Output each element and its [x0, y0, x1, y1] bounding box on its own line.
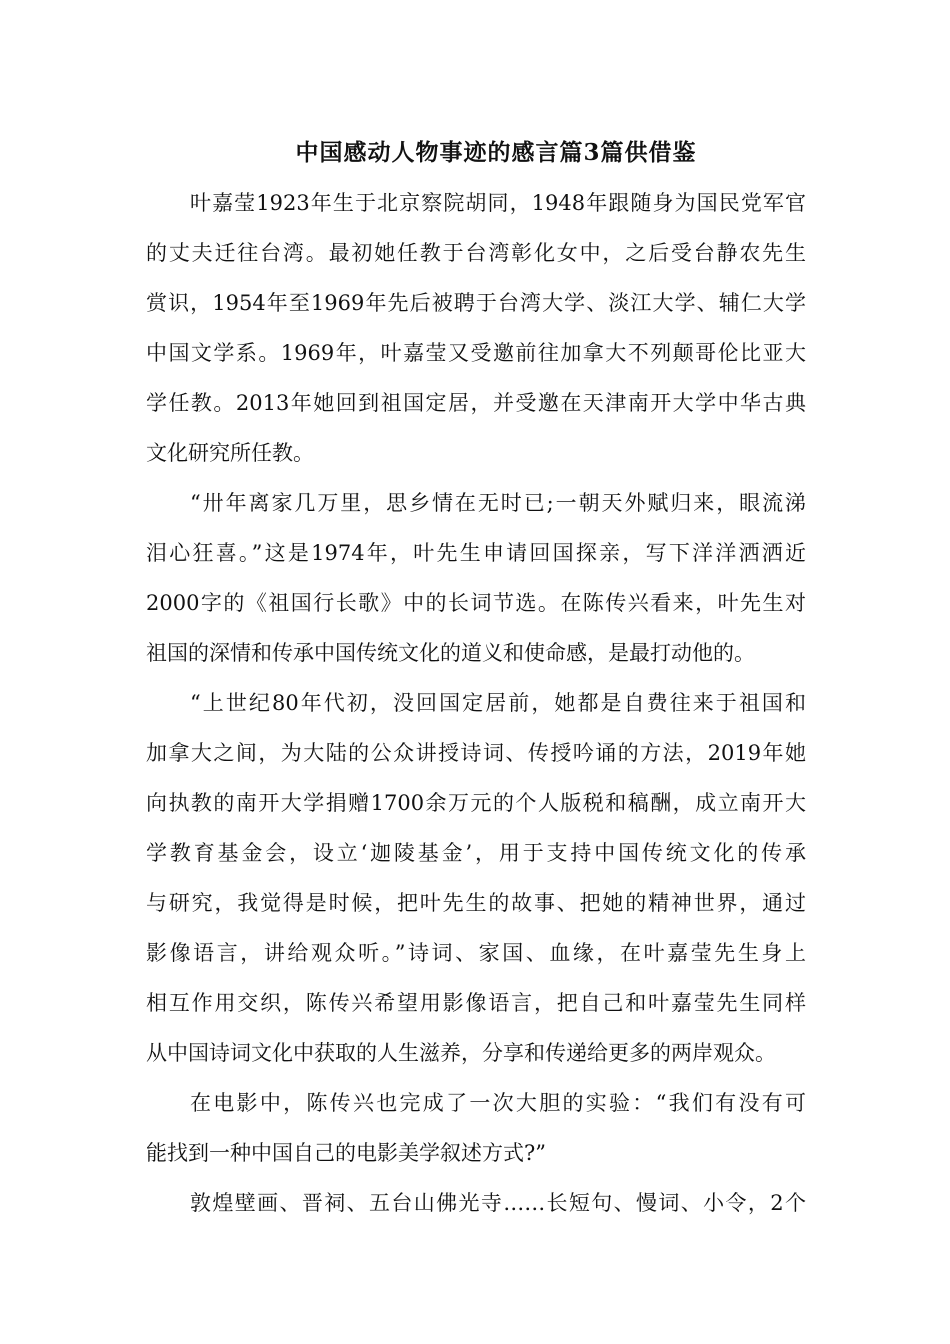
text-line: 向执教的南开大学捐赠1700余万元的个人版税和稿酬，成立南开大	[146, 791, 806, 815]
text-line: 中国文学系。1969年，叶嘉莹又受邀前往加拿大不列颠哥伦比亚大	[146, 341, 806, 365]
text-line: 在电影中，陈传兴也完成了一次大胆的实验：“我们有没有可	[190, 1091, 806, 1115]
text-line: “上世纪80年代初，没回国定居前，她都是自费往来于祖国和	[190, 691, 806, 715]
document-page	[146, 128, 806, 1228]
text-line: 与研究，我觉得是时候，把叶先生的故事、把她的精神世界，通过	[146, 891, 806, 915]
text-line: 学教育基金会，设立‘迦陵基金’，用于支持中国传统文化的传承	[146, 841, 806, 865]
paragraph-3	[146, 678, 806, 1078]
text-line: 叶嘉莹1923年生于北京察院胡同，1948年跟随身为国民党军官	[190, 191, 806, 215]
text-line: 文化研究所任教。	[146, 441, 314, 465]
text-line: “卅年离家几万里，思乡情在无时已;一朝天外赋归来，眼流涕	[190, 491, 806, 515]
text-line: 敦煌壁画、晋祠、五台山佛光寺……长短句、慢词、小令，2个	[190, 1191, 806, 1215]
text-line: 2000字的《祖国行长歌》中的长词节选。在陈传兴看来，叶先生对	[146, 591, 806, 615]
text-line: 相互作用交织，陈传兴希望用影像语言，把自己和叶嘉莹先生同样	[146, 991, 806, 1015]
text-line: 影像语言，讲给观众听。”诗词、家国、血缘，在叶嘉莹先生身上	[146, 941, 806, 965]
paragraph-4	[146, 1078, 806, 1178]
text-line: 学任教。2013年她回到祖国定居，并受邀在天津南开大学中华古典	[146, 391, 806, 415]
text-line: 的丈夫迁往台湾。最初她任教于台湾彰化女中，之后受台静农先生	[146, 241, 806, 265]
text-line: 从中国诗词文化中获取的人生滋养，分享和传递给更多的两岸观众。	[146, 1041, 776, 1065]
paragraph-2	[146, 478, 806, 678]
paragraph-5	[146, 1178, 806, 1228]
text-line: 赏识，1954年至1969年先后被聘于台湾大学、淡江大学、辅仁大学	[146, 291, 806, 315]
text-line: 能找到一种中国自己的电影美学叙述方式?”	[146, 1141, 546, 1165]
text-line: 加拿大之间，为大陆的公众讲授诗词、传授吟诵的方法，2019年她	[146, 741, 806, 765]
document-title: 中国感动人物事迹的感言篇3篇供借鉴	[295, 139, 697, 166]
text-line: 泪心狂喜。”这是1974年，叶先生申请回国探亲，写下洋洋洒洒近	[146, 541, 806, 565]
text-line: 祖国的深情和传承中国传统文化的道义和使命感，是最打动他的。	[146, 641, 755, 665]
paragraph-1	[146, 178, 806, 478]
